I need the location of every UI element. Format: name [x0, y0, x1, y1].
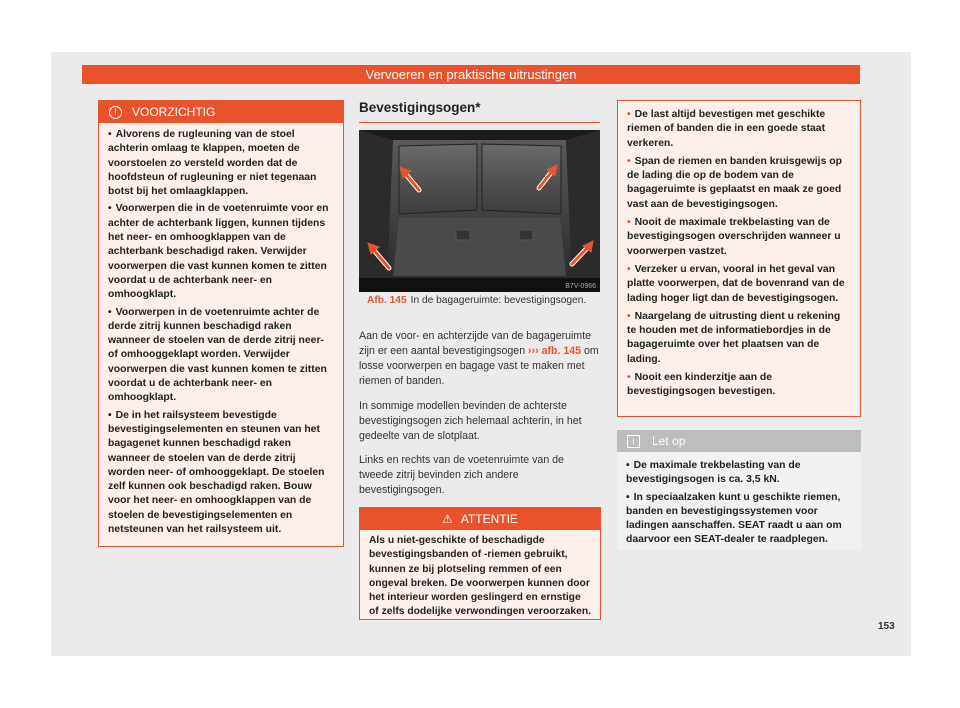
- caution-header: [99, 101, 343, 123]
- info-circle-icon: !: [109, 106, 122, 119]
- page-number: 153: [878, 621, 895, 632]
- attention-header: [360, 508, 600, 530]
- list-item: • De last altijd bevestigen met geschikte riemen of banden die in een goede staat verkeren.: [627, 109, 826, 149]
- note-list: [617, 452, 861, 548]
- caution-title: VOORZICHTIG: [132, 105, 216, 119]
- caution-list: [99, 123, 343, 537]
- list-item: • Alvorens de rugleuning van de stoel achterin omlaag te klappen, moeten de voorstoelen zo versteld worden dat de hoofdsteun of rugleuning er niet tegenaan botst bij het omlaagklappen.: [108, 129, 317, 198]
- list-item: • Voorwerpen in de voetenruimte achter de derde zitrij kunnen beschadigd raken wanneer de stoelen van de derde zitrij neer- of omhooggeklapt worden. Verwijder voorwerpen die vast kunnen komen te zitten voordat u de achterbank neer- en omhoogklapt.: [108, 306, 327, 404]
- list-item: • De maximale trekbelasting van de bevestigingsogen is ca. 3,5 kN.: [626, 460, 801, 486]
- warning-triangle-icon: ⚠: [442, 512, 453, 526]
- list-item: • In speciaalzaken kunt u geschikte riemen, banden en bevestigingssystemen voor ladingen aanschaffen. SEAT raadt u aan om daarvoor een SEAT-dealer te raadplegen.: [626, 491, 842, 546]
- section-divider: [359, 122, 600, 123]
- list-item: • Nooit de maximale trekbelasting van de bevestigingsogen overschrijden wanneer u voorwerpen vastzet.: [627, 217, 841, 257]
- list-item: • Voorwerpen die in de voetenruimte voor en achter de achterbank liggen, kunnen tijdens het neer- en omhoogklappen van de achterbank beschadigd raken. Verwijder voorwerpen die vast kunnen komen te zitten voordat u de achterbank neer- en omhoogklapt.: [108, 203, 329, 301]
- trunk-illustration: [359, 130, 600, 292]
- right-list: [618, 101, 860, 400]
- paragraph-1: Aan de voor- en achterzijde van de bagageruimte zijn er een aantal bevestigingsogen ››› afb. 145 om losse voorwerpen en bagage vast te maken met riemen of banden.: [359, 330, 599, 387]
- figure-reference-link[interactable]: afb. 145: [541, 345, 582, 357]
- caution-box: [98, 100, 344, 547]
- note-box: [617, 430, 861, 550]
- list-item: • Verzeker u ervan, vooral in het geval van platte voorwerpen, dat de bovenrand van de lading hoger ligt dan de bevestigingsogen.: [627, 263, 845, 304]
- list-item: • De in het railsysteem bevestigde bevestigingselementen en steunen van het bagagenet kunnen beschadigd raken wanneer de stoelen van de derde zitrij worden neer- of omhooggeklapt. De stoelen zelf kunnen ook beschadigd raken. Bouw voor het neer- en omhoogklappen van de stoelen de bevestigingselementen en netsteunen van het railsysteem uit.: [108, 409, 325, 536]
- paragraph-3: Links en rechts van de voetenruimte van de tweede zitrij bevinden zich andere bevestigingsogen.: [359, 454, 564, 496]
- list-item: • Span de riemen en banden kruisgewijs op de lading die op de bodem van de bagageruimte is geplaatst en maak ze goed vast aan de bevestigingsogen.: [627, 155, 842, 210]
- figure-code: B7V-0966: [565, 283, 596, 290]
- trunk-photo: [359, 130, 600, 292]
- figure-caption: [367, 294, 597, 307]
- ref-arrows: ›››: [528, 345, 539, 357]
- figure-caption-text: In de bagageruimte: bevestigingsogen.: [410, 295, 587, 306]
- chapter-header: Vervoeren en praktische uitrustingen: [82, 65, 860, 84]
- note-header: [617, 430, 861, 452]
- figure-label: Afb. 145: [367, 295, 407, 306]
- attention-text: Als u niet-geschikte of beschadigde bevestigingsbanden of -riemen gebruikt, kunnen ze bij plotseling remmen of een ongeval breken. De voorwerpen kunnen door het interieur worden geslingerd en ernstige of zelfs dodelijke verwondingen veroorzaken.: [369, 535, 592, 618]
- attention-title: ATTENTIE: [460, 512, 518, 526]
- list-item: • Nooit een kinderzitje aan de bevestigingsogen bevestigen.: [627, 372, 776, 398]
- warning-continuation-box: [617, 100, 861, 417]
- attention-box: [359, 507, 601, 620]
- info-square-icon: i: [627, 435, 640, 448]
- section-title: Bevestigingsogen*: [359, 100, 481, 115]
- list-item: • Naargelang de uitrusting dient u rekening te houden met de informatiebordjes in de bagageruimte over het plaatsen van de lading.: [627, 310, 841, 365]
- note-title: Let op: [652, 434, 686, 448]
- paragraph-2: In sommige modellen bevinden de achterste bevestigingsogen zich helemaal achterin, in het gedeelte van de slotplaat.: [359, 400, 582, 442]
